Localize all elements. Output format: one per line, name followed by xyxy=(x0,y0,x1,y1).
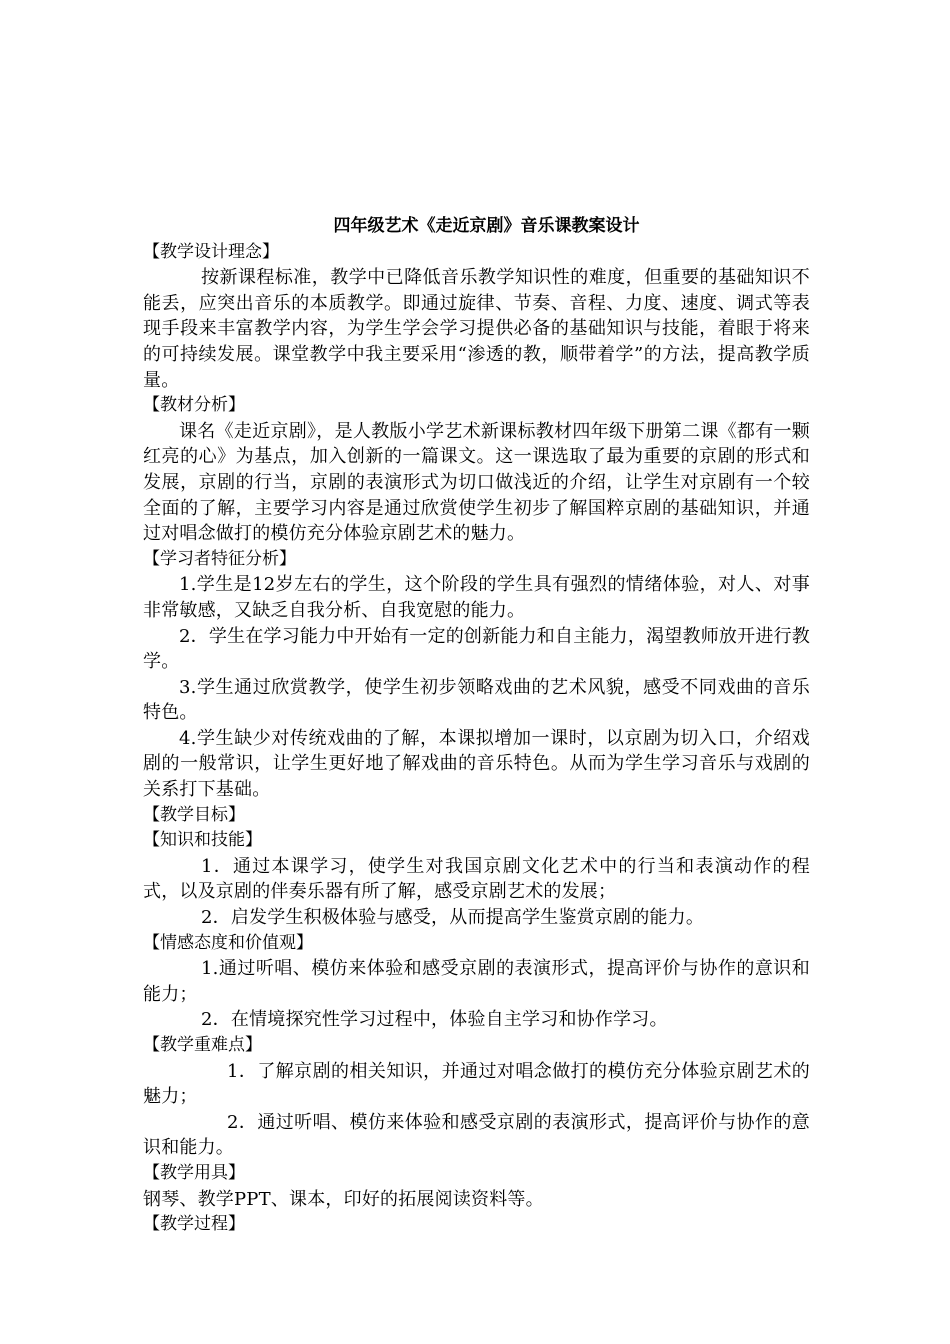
learner-item-4: 4.学生缺少对传统戏曲的了解，本课拟增加一课时，以京剧为切入口，介绍戏剧的一般常识，让学生更好地了解戏曲的音乐特色。从而为学生学习音乐与戏剧的关系打下基础。 xyxy=(143,727,810,801)
paragraph-material-analysis: 课名《走近京剧》，是人教版小学艺术新课标教材四年级下册第二课《都有一颗红亮的心》为基点，加入创新的一篇课文。这一课选取了最为重要的京剧的形式和发展，京剧的行当，京剧的表演形式为切口做浅近的介绍，让学生对京剧有一个较全面的了解，主要学习内容是通过欣赏使学生初步了解国粹京剧的基础知识，并通过对唱念做打的模仿充分体验京剧艺术的魅力。 xyxy=(143,420,810,545)
key-point-item-1: 1．了解京剧的相关知识，并通过对唱念做打的模仿充分体验京剧艺术的魅力； xyxy=(143,1060,810,1108)
heading-design-concept: 【教学设计理念】 xyxy=(143,241,279,262)
key-point-item-2: 2．通过听唱、模仿来体验和感受京剧的表演形式，提高评价与协作的意识和能力。 xyxy=(143,1111,810,1159)
heading-knowledge-skills: 【知识和技能】 xyxy=(143,830,262,851)
knowledge-item-1: 1．通过本课学习，使学生对我国京剧文化艺术中的行当和表演动作的程式，以及京剧的伴奏乐器有所了解，感受京剧艺术的发展； xyxy=(143,855,810,903)
paragraph-design-concept: 按新课程标准，教学中已降低音乐教学知识性的难度，但重要的基础知识不能丢，应突出音乐的本质教学。即通过旋律、节奏、音程、力度、速度、调式等表现手段来丰富教学内容，为学生学会学习提供必备的基础知识与技能，着眼于将来的可持续发展。课堂教学中我主要采用“渗透的教，顺带着学”的方法，提高教学质量。 xyxy=(143,267,810,391)
document-page xyxy=(143,214,810,1238)
document-title: 四年级艺术《走近京剧》音乐课教案设计 xyxy=(333,216,640,236)
learner-item-1: 1.学生是12岁左右的学生，这个阶段的学生具有强烈的情绪体验，对人、对事非常敏感，又缺乏自我分析、自我宽慰的能力。 xyxy=(143,574,810,621)
heading-learner-analysis: 【学习者特征分析】 xyxy=(143,548,296,569)
heading-material-analysis: 【教材分析】 xyxy=(143,395,245,416)
emotion-item-2: 2．在情境探究性学习过程中，体验自主学习和协作学习。 xyxy=(201,1009,668,1031)
heading-key-points: 【教学重难点】 xyxy=(143,1035,262,1055)
heading-emotion-values: 【情感态度和价值观】 xyxy=(143,932,313,953)
learner-item-2: 2．学生在学习能力中开始有一定的创新能力和自主能力，渴望教师放开进行教学。 xyxy=(143,625,810,673)
heading-teaching-process: 【教学过程】 xyxy=(143,1214,245,1235)
learner-item-3: 3.学生通过欣赏教学，使学生初步领略戏曲的艺术风貌，感受不同戏曲的音乐特色。 xyxy=(143,676,810,724)
knowledge-item-2: 2．启发学生积极体验与感受，从而提高学生鉴赏京剧的能力。 xyxy=(201,907,705,929)
paragraph-teaching-tools: 钢琴、教学PPT、课本，印好的拓展阅读资料等。 xyxy=(143,1188,544,1210)
emotion-item-1: 1.通过听唱、模仿来体验和感受京剧的表演形式，提高评价与协作的意识和能力； xyxy=(143,958,810,1005)
heading-teaching-goals: 【教学目标】 xyxy=(143,804,245,825)
heading-teaching-tools: 【教学用具】 xyxy=(143,1162,245,1183)
